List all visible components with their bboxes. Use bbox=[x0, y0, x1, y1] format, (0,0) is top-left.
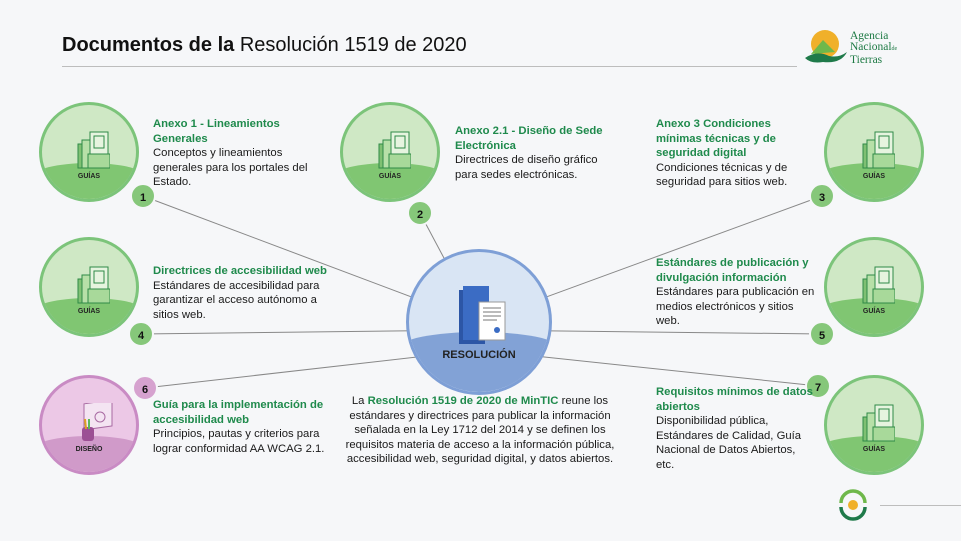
guide-document-icon bbox=[861, 130, 895, 170]
item-description: Condiciones técnicas y de seguridad para sitios web. bbox=[656, 161, 788, 189]
number-badge-4: 4 bbox=[128, 321, 154, 347]
title-rest: Resolución 1519 de 2020 bbox=[239, 34, 467, 56]
number-badge-7: 7 bbox=[805, 373, 831, 399]
category-label: DISEÑO bbox=[75, 446, 103, 453]
item-circle-3 bbox=[824, 102, 924, 202]
footer-divider bbox=[880, 505, 961, 506]
item-text-2 bbox=[455, 124, 620, 182]
number-badge-6: 6 bbox=[132, 375, 158, 401]
category-label: GUÍAS bbox=[77, 308, 101, 315]
item-circle-6 bbox=[39, 375, 139, 475]
resolution-label: RESOLUCIÓN bbox=[442, 349, 516, 361]
logo-line2-small: de bbox=[891, 46, 898, 52]
number-badge-1: 1 bbox=[130, 183, 156, 209]
item-description: Conceptos y lineamientos generales para los portales del Estado. bbox=[153, 147, 308, 189]
category-label: GUÍAS bbox=[862, 173, 886, 180]
title-bold: Documentos de la bbox=[62, 34, 235, 56]
guide-document-icon bbox=[76, 265, 110, 305]
item-title[interactable]: Guía para la implementación de accesibilidad web bbox=[153, 399, 324, 426]
category-label: GUÍAS bbox=[862, 308, 886, 315]
guide-document-icon bbox=[377, 130, 411, 170]
item-circle-7 bbox=[824, 375, 924, 475]
logo-line2: Nacional bbox=[850, 41, 892, 53]
book-document-icon bbox=[457, 282, 509, 348]
item-title[interactable]: Requisitos mínimos de datos abiertos bbox=[656, 386, 813, 413]
category-label: GUÍAS bbox=[862, 446, 886, 453]
item-text-4 bbox=[153, 264, 333, 322]
category-label: GUÍAS bbox=[77, 173, 101, 180]
item-description: Directrices de diseño gráfico para sedes electrónicas. bbox=[455, 154, 598, 181]
item-circle-4 bbox=[39, 237, 139, 337]
item-circle-1 bbox=[39, 102, 139, 202]
center-text-post: reune los estándares y directrices para publicar la información señalada en la Ley 1712 del 2014 y se definen los requisitos materia de acceso a la información pública, accesibilidad web, seguridad digital, y datos abiertos. bbox=[345, 395, 615, 466]
resolution-circle bbox=[406, 249, 552, 395]
logo-line1: Agencia bbox=[850, 30, 889, 42]
center-text-pre: La bbox=[351, 395, 368, 407]
design-palette-icon bbox=[76, 403, 116, 443]
center-description bbox=[335, 394, 625, 467]
item-text-6 bbox=[153, 398, 333, 456]
item-description: Estándares de accesibilidad para garantizar el acceso autónomo a sitios web. bbox=[153, 279, 320, 321]
item-text-1 bbox=[153, 117, 323, 190]
footer-logo-icon bbox=[836, 488, 870, 522]
item-title[interactable]: Anexo 1 - Lineamientos Generales bbox=[153, 118, 280, 145]
item-title[interactable]: Directrices de accesibilidad web bbox=[153, 265, 327, 277]
item-title[interactable]: Anexo 3 Condiciones mínimas técnicas y de seguridad digital bbox=[656, 118, 776, 160]
number-badge-2: 2 bbox=[407, 200, 433, 226]
item-circle-5 bbox=[824, 237, 924, 337]
item-description: Principios, pautas y criterios para lograr conformidad AA WCAG 2.1. bbox=[153, 428, 325, 455]
item-title[interactable]: Anexo 2.1 - Diseño de Sede Electrónica bbox=[455, 125, 603, 152]
item-description: Estándares para publicación en medios electrónicos y sitios web. bbox=[656, 286, 815, 328]
guide-document-icon bbox=[861, 265, 895, 305]
resolution-link[interactable]: Resolución 1519 de 2020 de MinTIC bbox=[367, 395, 559, 407]
category-label: GUÍAS bbox=[378, 173, 402, 180]
item-text-7 bbox=[656, 385, 816, 473]
item-description: Disponibilidad pública, Estándares de Calidad, Guía Nacional de Datos Abiertos, etc. bbox=[656, 415, 802, 471]
item-text-3 bbox=[656, 117, 806, 190]
number-badge-5: 5 bbox=[809, 321, 835, 347]
item-title[interactable]: Estándares de publicación y divulgación información bbox=[656, 257, 809, 284]
guide-document-icon bbox=[76, 130, 110, 170]
item-circle-2 bbox=[340, 102, 440, 202]
logo-line3: Tierras bbox=[850, 54, 883, 66]
item-text-5 bbox=[656, 256, 816, 329]
number-badge-3: 3 bbox=[809, 183, 835, 209]
guide-document-icon bbox=[861, 403, 895, 443]
